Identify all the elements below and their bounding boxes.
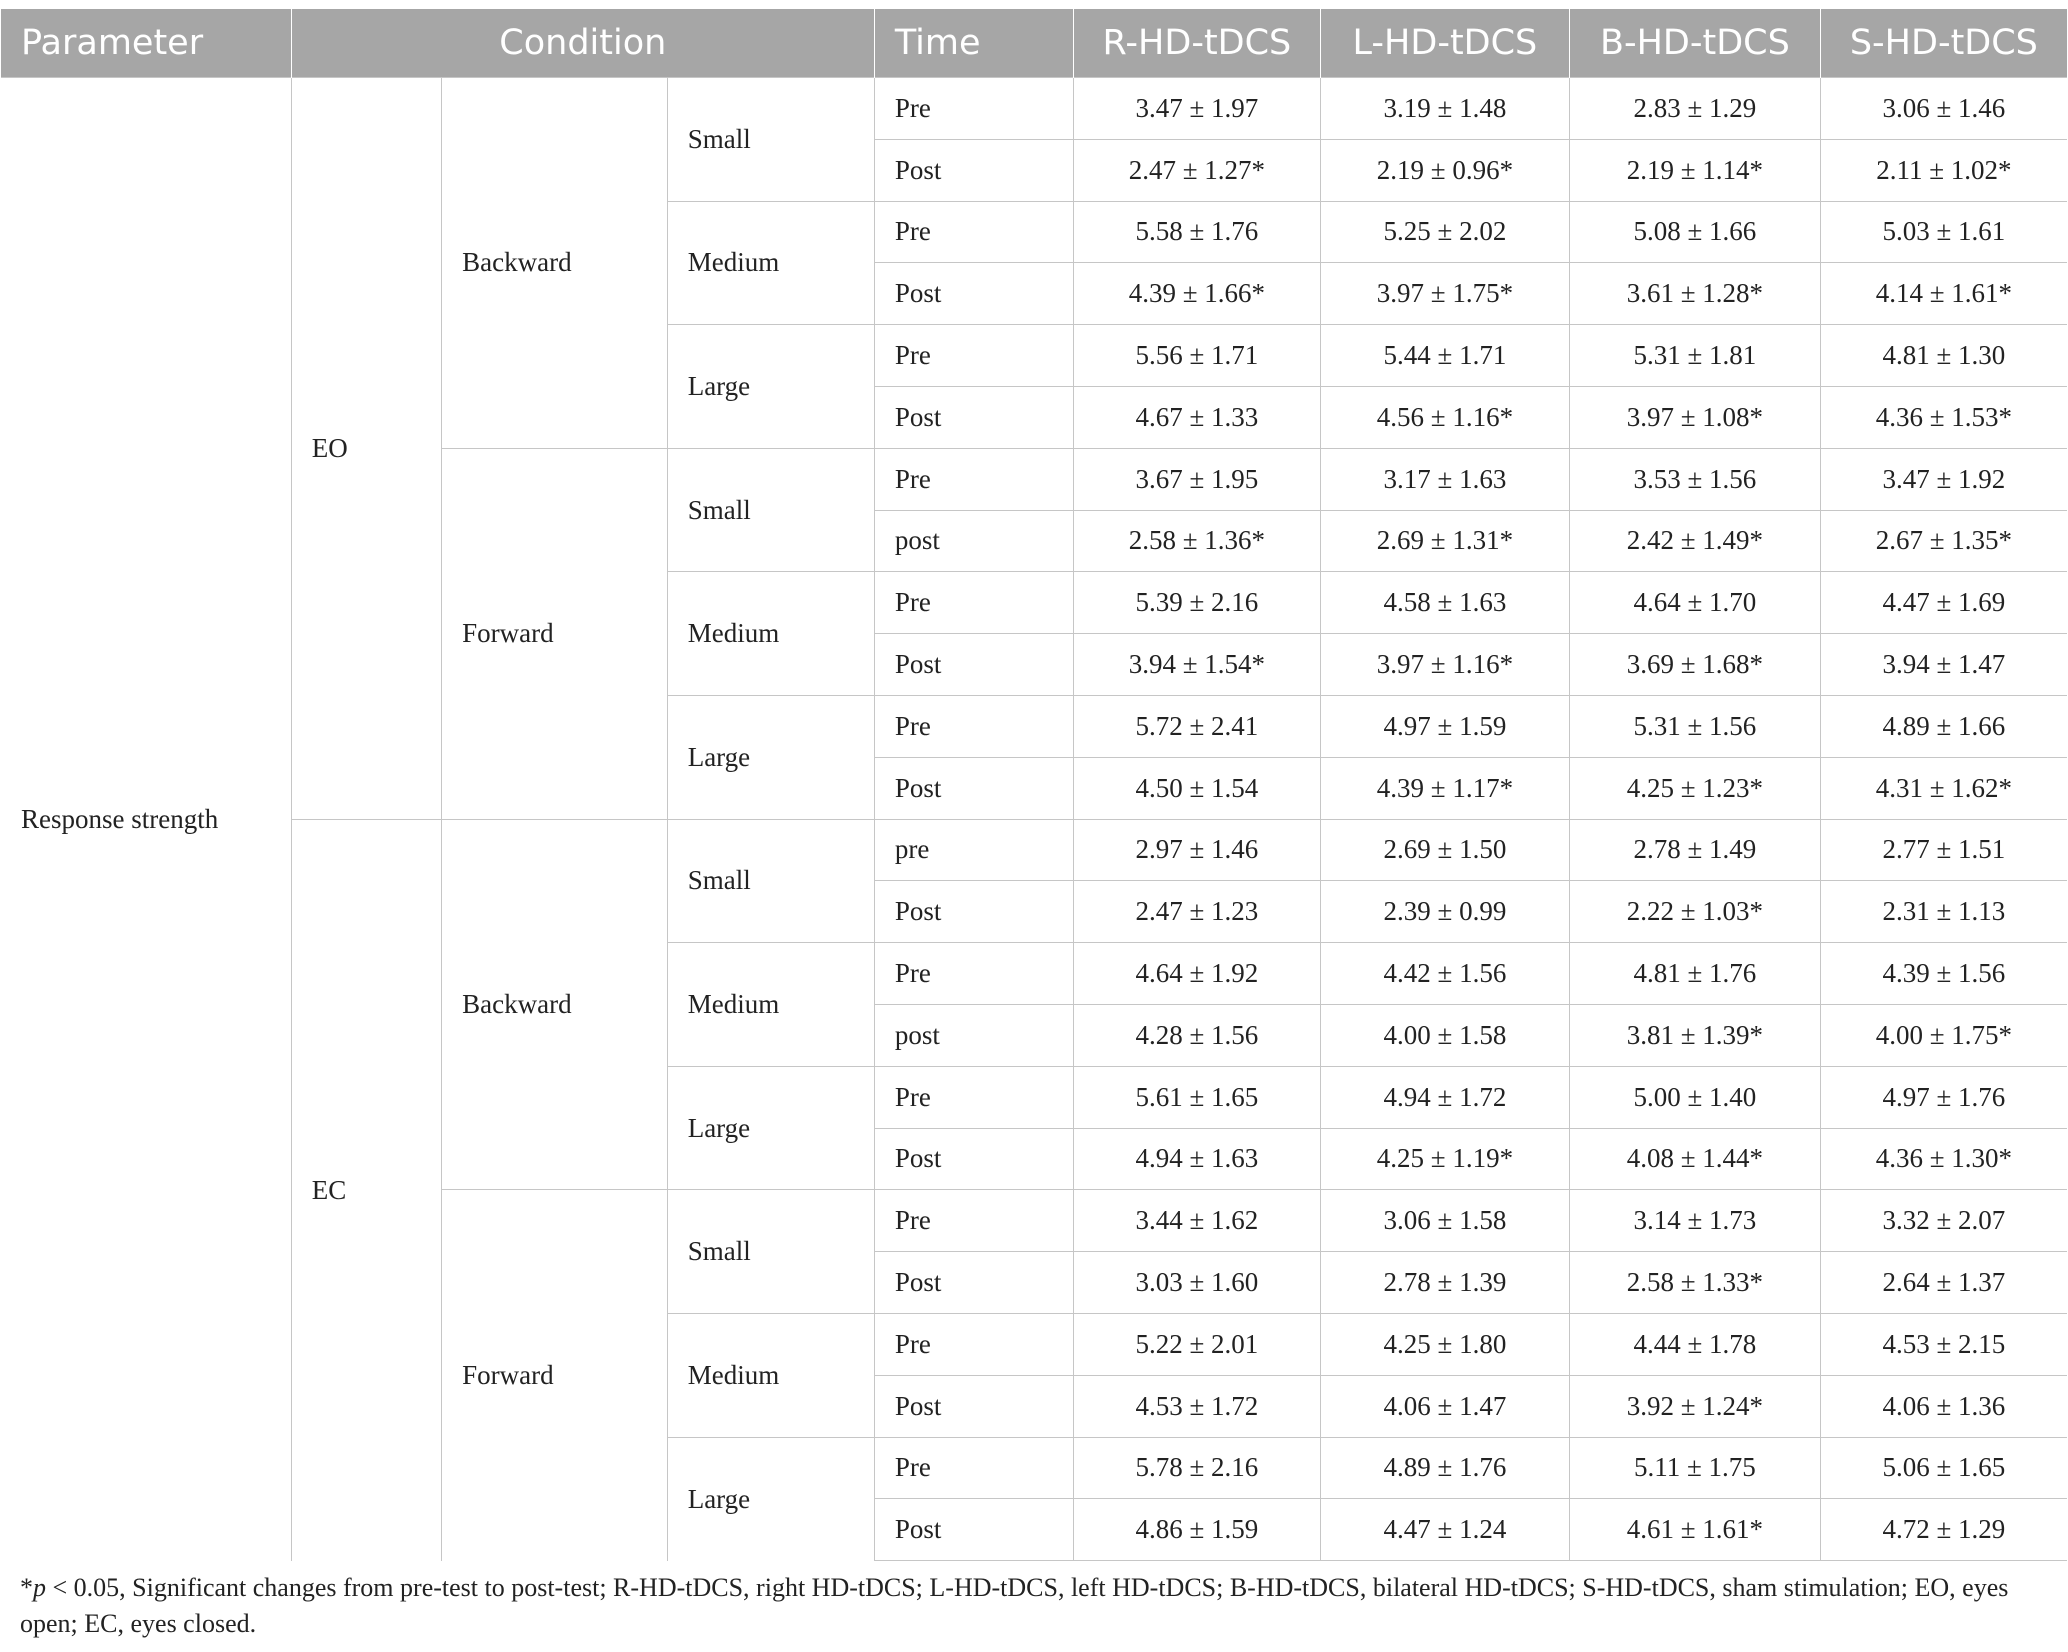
value-cell: 4.58 ± 1.63 (1320, 572, 1569, 634)
magnitude-cell: Large (667, 695, 874, 819)
value-cell: 4.56 ± 1.16* (1320, 386, 1569, 448)
value-cell: 4.14 ± 1.61* (1820, 263, 2067, 325)
value-cell: 3.94 ± 1.54* (1074, 634, 1321, 696)
value-cell: 4.97 ± 1.76 (1820, 1066, 2067, 1128)
value-cell: 4.47 ± 1.24 (1320, 1499, 1569, 1561)
value-cell: 4.25 ± 1.80 (1320, 1313, 1569, 1375)
value-cell: 2.31 ± 1.13 (1820, 881, 2067, 943)
results-table (1, 9, 2067, 1561)
value-cell: 3.97 ± 1.08* (1570, 386, 1821, 448)
value-cell: 3.06 ± 1.46 (1820, 78, 2067, 140)
value-cell: 3.06 ± 1.58 (1320, 1190, 1569, 1252)
value-cell: 5.72 ± 2.41 (1074, 695, 1321, 757)
time-cell: Post (874, 881, 1073, 943)
value-cell: 5.22 ± 2.01 (1074, 1313, 1321, 1375)
value-cell: 5.11 ± 1.75 (1570, 1437, 1821, 1499)
time-cell: Pre (874, 1313, 1073, 1375)
value-cell: 2.83 ± 1.29 (1570, 78, 1821, 140)
magnitude-cell: Large (667, 1437, 874, 1561)
value-cell: 4.08 ± 1.44* (1570, 1128, 1821, 1190)
value-cell: 5.39 ± 2.16 (1074, 572, 1321, 634)
time-cell: Post (874, 139, 1073, 201)
value-cell: 4.25 ± 1.19* (1320, 1128, 1569, 1190)
time-cell: Pre (874, 201, 1073, 263)
value-cell: 2.77 ± 1.51 (1820, 819, 2067, 881)
magnitude-cell: Medium (667, 201, 874, 325)
value-cell: 2.58 ± 1.33* (1570, 1252, 1821, 1314)
value-cell: 4.53 ± 2.15 (1820, 1313, 2067, 1375)
eye-condition-cell: EC (291, 819, 441, 1561)
value-cell: 2.42 ± 1.49* (1570, 510, 1821, 572)
value-cell: 4.39 ± 1.56 (1820, 943, 2067, 1005)
time-cell: Pre (874, 572, 1073, 634)
time-cell: Post (874, 1128, 1073, 1190)
value-cell: 5.44 ± 1.71 (1320, 325, 1569, 387)
value-cell: 3.17 ± 1.63 (1320, 448, 1569, 510)
value-cell: 5.78 ± 2.16 (1074, 1437, 1321, 1499)
value-cell: 4.39 ± 1.17* (1320, 757, 1569, 819)
magnitude-cell: Medium (667, 1313, 874, 1437)
time-cell: pre (874, 819, 1073, 881)
value-cell: 4.81 ± 1.30 (1820, 325, 2067, 387)
value-cell: 3.94 ± 1.47 (1820, 634, 2067, 696)
value-cell: 2.11 ± 1.02* (1820, 139, 2067, 201)
value-cell: 3.53 ± 1.56 (1570, 448, 1821, 510)
magnitude-cell: Small (667, 1190, 874, 1314)
table-row (1, 819, 2067, 881)
header-s-hd-tdcs: S-HD-tDCS (1820, 9, 2067, 78)
value-cell: 2.69 ± 1.50 (1320, 819, 1569, 881)
value-cell: 4.64 ± 1.92 (1074, 943, 1321, 1005)
value-cell: 3.67 ± 1.95 (1074, 448, 1321, 510)
value-cell: 5.06 ± 1.65 (1820, 1437, 2067, 1499)
value-cell: 4.36 ± 1.30* (1820, 1128, 2067, 1190)
value-cell: 5.61 ± 1.65 (1074, 1066, 1321, 1128)
time-cell: Pre (874, 448, 1073, 510)
time-cell: Pre (874, 1066, 1073, 1128)
value-cell: 5.58 ± 1.76 (1074, 201, 1321, 263)
header-time: Time (874, 9, 1073, 78)
value-cell: 2.39 ± 0.99 (1320, 881, 1569, 943)
value-cell: 4.06 ± 1.47 (1320, 1375, 1569, 1437)
value-cell: 2.58 ± 1.36* (1074, 510, 1321, 572)
value-cell: 4.00 ± 1.75* (1820, 1004, 2067, 1066)
footnote-p-symbol: p (33, 1573, 46, 1602)
value-cell: 4.64 ± 1.70 (1570, 572, 1821, 634)
value-cell: 4.00 ± 1.58 (1320, 1004, 1569, 1066)
value-cell: 5.03 ± 1.61 (1820, 201, 2067, 263)
value-cell: 5.56 ± 1.71 (1074, 325, 1321, 387)
value-cell: 4.42 ± 1.56 (1320, 943, 1569, 1005)
value-cell: 4.50 ± 1.54 (1074, 757, 1321, 819)
time-cell: Post (874, 634, 1073, 696)
time-cell: Pre (874, 78, 1073, 140)
value-cell: 4.61 ± 1.61* (1570, 1499, 1821, 1561)
value-cell: 3.44 ± 1.62 (1074, 1190, 1321, 1252)
value-cell: 5.25 ± 2.02 (1320, 201, 1569, 263)
value-cell: 2.78 ± 1.39 (1320, 1252, 1569, 1314)
value-cell: 3.81 ± 1.39* (1570, 1004, 1821, 1066)
value-cell: 3.92 ± 1.24* (1570, 1375, 1821, 1437)
value-cell: 5.00 ± 1.40 (1570, 1066, 1821, 1128)
value-cell: 4.39 ± 1.66* (1074, 263, 1321, 325)
direction-cell: Forward (442, 448, 668, 819)
value-cell: 2.47 ± 1.23 (1074, 881, 1321, 943)
time-cell: Pre (874, 1437, 1073, 1499)
value-cell: 2.78 ± 1.49 (1570, 819, 1821, 881)
time-cell: Post (874, 263, 1073, 325)
value-cell: 4.67 ± 1.33 (1074, 386, 1321, 448)
header-b-hd-tdcs: B-HD-tDCS (1570, 9, 1821, 78)
value-cell: 2.19 ± 1.14* (1570, 139, 1821, 201)
footnote-text: < 0.05, Significant changes from pre-test to post-test; R-HD-tDCS, right HD-tDCS; L-HD-tDCS, left HD-tDCS; B-HD-tDCS, bilateral HD-tDCS; S-HD-tDCS, sham stimulation; EO, eyes open; EC, eyes closed. (20, 1573, 2009, 1638)
magnitude-cell: Large (667, 1066, 874, 1190)
value-cell: 4.36 ± 1.53* (1820, 386, 2067, 448)
value-cell: 4.94 ± 1.63 (1074, 1128, 1321, 1190)
value-cell: 2.22 ± 1.03* (1570, 881, 1821, 943)
value-cell: 2.67 ± 1.35* (1820, 510, 2067, 572)
value-cell: 5.08 ± 1.66 (1570, 201, 1821, 263)
value-cell: 3.47 ± 1.97 (1074, 78, 1321, 140)
magnitude-cell: Small (667, 819, 874, 943)
time-cell: post (874, 1004, 1073, 1066)
time-cell: Post (874, 757, 1073, 819)
value-cell: 3.97 ± 1.16* (1320, 634, 1569, 696)
value-cell: 4.94 ± 1.72 (1320, 1066, 1569, 1128)
direction-cell: Backward (442, 78, 668, 449)
value-cell: 2.47 ± 1.27* (1074, 139, 1321, 201)
time-cell: post (874, 510, 1073, 572)
value-cell: 4.47 ± 1.69 (1820, 572, 2067, 634)
time-cell: Post (874, 1499, 1073, 1561)
time-cell: Post (874, 1252, 1073, 1314)
value-cell: 5.31 ± 1.81 (1570, 325, 1821, 387)
value-cell: 3.19 ± 1.48 (1320, 78, 1569, 140)
direction-cell: Forward (442, 1190, 668, 1561)
header-l-hd-tdcs: L-HD-tDCS (1320, 9, 1569, 78)
magnitude-cell: Small (667, 78, 874, 202)
value-cell: 3.61 ± 1.28* (1570, 263, 1821, 325)
time-cell: Post (874, 1375, 1073, 1437)
value-cell: 4.81 ± 1.76 (1570, 943, 1821, 1005)
value-cell: 2.69 ± 1.31* (1320, 510, 1569, 572)
value-cell: 3.97 ± 1.75* (1320, 263, 1569, 325)
direction-cell: Backward (442, 819, 668, 1190)
value-cell: 3.14 ± 1.73 (1570, 1190, 1821, 1252)
value-cell: 2.64 ± 1.37 (1820, 1252, 2067, 1314)
value-cell: 4.97 ± 1.59 (1320, 695, 1569, 757)
table-body (1, 78, 2067, 1561)
header-condition: Condition (291, 9, 874, 78)
parameter-cell: Response strength (1, 78, 291, 1561)
time-cell: Pre (874, 943, 1073, 1005)
time-cell: Pre (874, 325, 1073, 387)
value-cell: 3.69 ± 1.68* (1570, 634, 1821, 696)
magnitude-cell: Medium (667, 572, 874, 696)
value-cell: 4.86 ± 1.59 (1074, 1499, 1321, 1561)
value-cell: 2.97 ± 1.46 (1074, 819, 1321, 881)
value-cell: 5.31 ± 1.56 (1570, 695, 1821, 757)
value-cell: 4.44 ± 1.78 (1570, 1313, 1821, 1375)
magnitude-cell: Medium (667, 943, 874, 1067)
value-cell: 4.89 ± 1.76 (1320, 1437, 1569, 1499)
footnote-star: * (20, 1573, 33, 1602)
value-cell: 4.06 ± 1.36 (1820, 1375, 2067, 1437)
time-cell: Pre (874, 695, 1073, 757)
value-cell: 4.72 ± 1.29 (1820, 1499, 2067, 1561)
value-cell: 4.28 ± 1.56 (1074, 1004, 1321, 1066)
value-cell: 3.47 ± 1.92 (1820, 448, 2067, 510)
value-cell: 4.53 ± 1.72 (1074, 1375, 1321, 1437)
eye-condition-cell: EO (291, 78, 441, 820)
table-row (1, 78, 2067, 140)
header-r-hd-tdcs: R-HD-tDCS (1074, 9, 1321, 78)
value-cell: 3.32 ± 2.07 (1820, 1190, 2067, 1252)
magnitude-cell: Large (667, 325, 874, 449)
time-cell: Post (874, 386, 1073, 448)
value-cell: 3.03 ± 1.60 (1074, 1252, 1321, 1314)
value-cell: 4.31 ± 1.62* (1820, 757, 2067, 819)
table-header-row (1, 9, 2067, 78)
value-cell: 4.25 ± 1.23* (1570, 757, 1821, 819)
time-cell: Pre (874, 1190, 1073, 1252)
table-footnote (20, 1570, 2050, 1642)
value-cell: 4.89 ± 1.66 (1820, 695, 2067, 757)
value-cell: 2.19 ± 0.96* (1320, 139, 1569, 201)
magnitude-cell: Small (667, 448, 874, 572)
header-parameter: Parameter (1, 9, 291, 78)
